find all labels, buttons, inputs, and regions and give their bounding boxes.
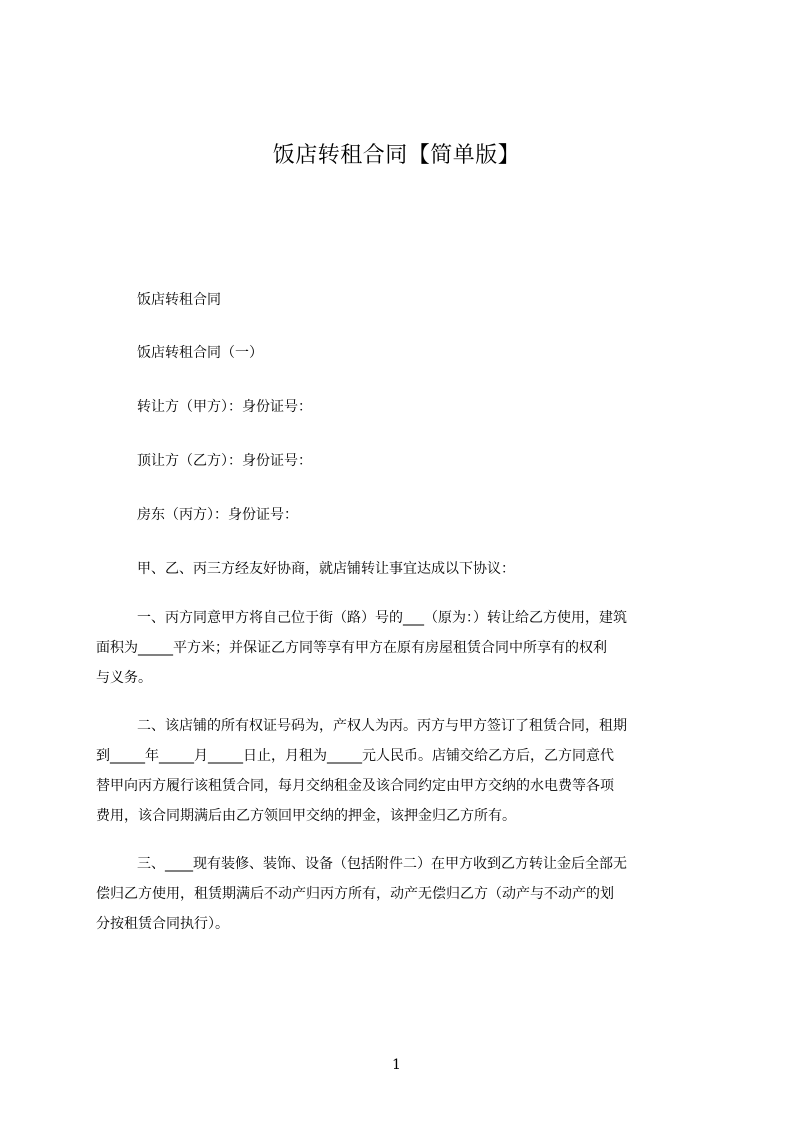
page-number: 1 [392,1057,401,1073]
clause-two-line: 替甲向丙方履行该租赁合同，每月交纳租金及该合同约定由甲方交纳的水电费等各项 [96,778,614,794]
clause-two-line: 二、该店铺的所有权证号码为，产权人为丙。丙方与甲方签订了租赁合同，租期 [137,718,627,734]
clause-one-line: 面积为_____平方米；并保证乙方同等享有甲方在原有房屋租赁合同中所享有的权利 [96,640,607,656]
heading-contract-one: 饭店转租合同（一） [137,345,263,361]
clause-three [96,849,700,939]
clause-two-line: 费用，该合同期满后由乙方领回甲交纳的押金，该押金归乙方所有。 [96,808,516,824]
clause-two [96,711,700,831]
party-b-line: 顶让方（乙方）：身份证号： [137,453,312,469]
clause-three-line: 分按租赁合同执行）。 [96,916,229,932]
clause-two-line: 到_____年_____月_____日止，月租为_____元人民币。店铺交给乙方后，乙方同意代 [96,748,614,764]
clause-one [96,603,700,693]
party-a-line: 转让方（甲方）：身份证号： [137,399,312,415]
clause-one-line: 一、丙方同意甲方将自己位于街（路）号的___（原为：）转让给乙方使用，建筑 [137,610,627,626]
party-c-line: 房东（丙方）：身份证号： [137,507,298,523]
clause-one-line: 与义务。 [96,670,152,686]
clause-three-line: 偿归乙方使用，租赁期满后不动产归丙方所有，动产无偿归乙方（动产与不动产的划 [96,886,614,902]
preamble-line: 甲、乙、丙三方经友好协商，就店铺转让事宜达成以下协议： [137,561,515,577]
document-title: 饭店转租合同【简单版】 [272,143,521,168]
heading-contract: 饭店转租合同 [137,292,221,308]
clause-three-line: 三、____现有装修、装饰、设备（包括附件二）在甲方收到乙方转让金后全部无 [137,856,627,872]
